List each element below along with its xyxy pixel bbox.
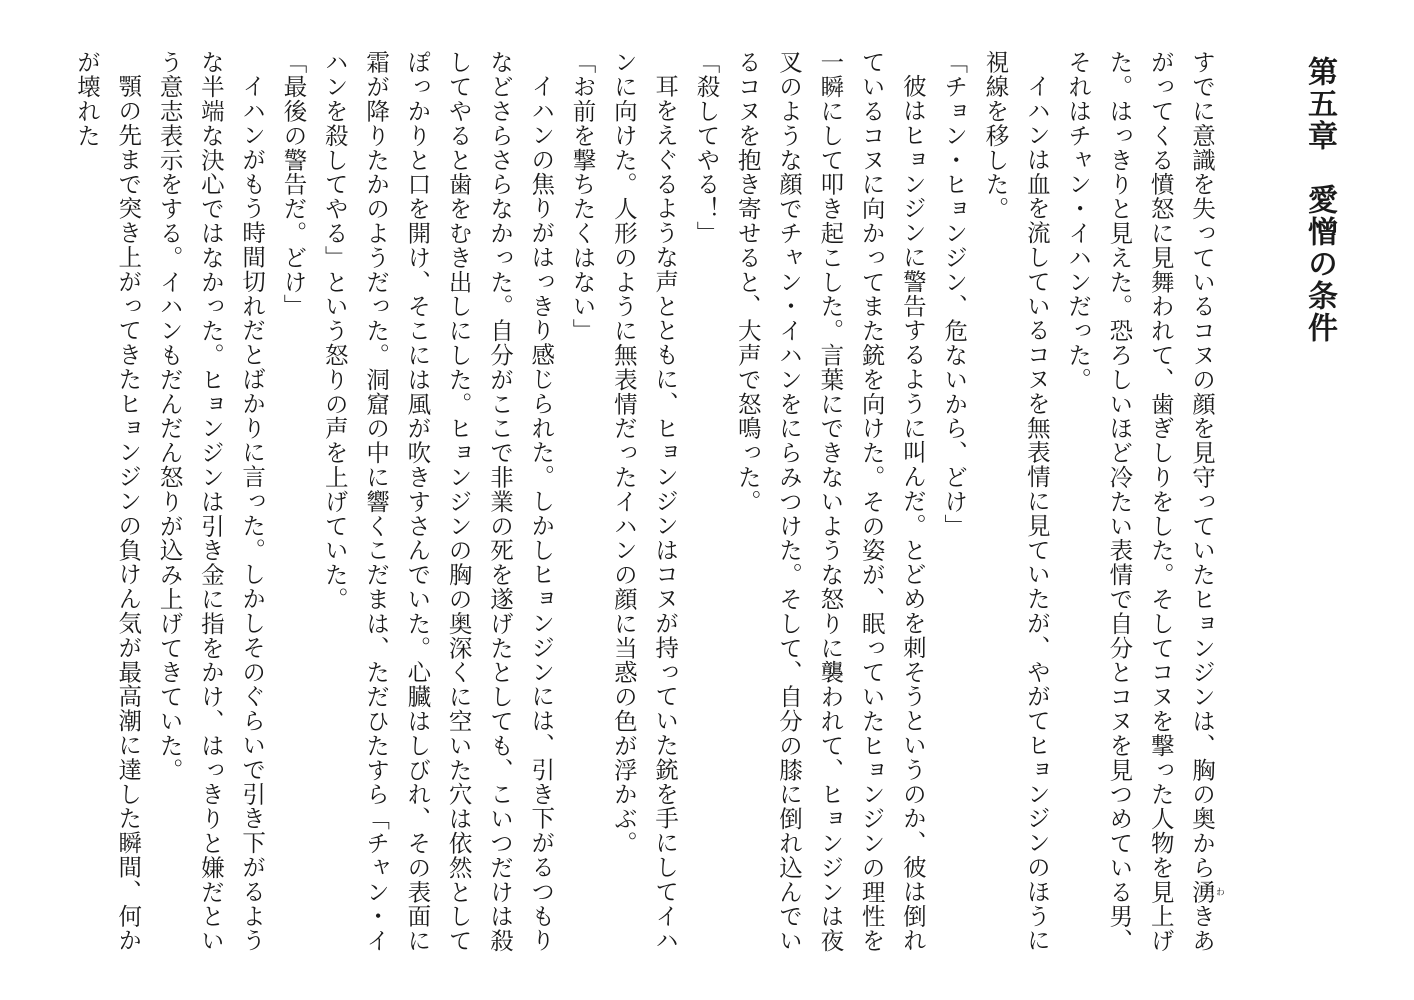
paragraph: 彼はヒョンジンに警告するように叫んだ。とどめを刺そうというのか、彼は倒れているコヌに向かってまた銃を向けた。その姿が、眠っていたヒョンジンの理性を一瞬にして叩き起こした。言葉にできないような怒りに襲われて、ヒョンジンは夜叉のような顔でチャン・イハンをにらみつけた。そして、自分の膝に倒れ込んでいるコヌを抱き寄せると、大声で怒鳴った。: [733, 50, 927, 953]
chapter-title: 第五章 愛憎の条件: [1302, 56, 1337, 344]
paragraph-text-before-ruby: すでに意識を失っているコヌの顔を見守っていたヒョンジンは、胸の奥から: [1188, 50, 1216, 880]
body-text: [66, 50, 1224, 970]
paragraph: イハンがもう時間切れだとばかりに言った。しかしそのぐらいで引き下がるような半端な決心ではなかった。ヒョンジンは引き金に指をかけ、はっきりと嫌だという意志表示をする。イハンもだんだん怒りが込み上げてきていた。: [155, 50, 267, 953]
ruby-annotation: [1188, 879, 1224, 905]
ruby-reading: わ: [1214, 879, 1224, 905]
paragraph: 顎の先まで突き上がってきたヒョンジンの負けん気が最高潮に達した瞬間、何かが壊れた: [72, 50, 143, 952]
paragraph: 「チョン・ヒョンジン、危ないから、どけ」: [940, 50, 969, 538]
paragraph: 「お前を撃ちたくはない」: [568, 50, 597, 343]
paragraph: [1057, 50, 1224, 970]
paragraph: イハンの焦りがはっきり感じられた。しかしヒョンジンには、引き下がるつもりなどさらさらなかった。自分がここで非業の死を遂げたとしても、こいつだけは殺してやると歯をむき出しにした。ヒョンジンの胸の奥深くに空いた穴は依然としてぽっかりと口を開け、そこには風が吹きすさんでいた。心臓はしびれ、その表面に霜が降りたかのようだった。洞窟の中に響くこだまは、ただひたすら「チャン・イハンを殺してやる」という怒りの声を上げていた。: [320, 50, 556, 953]
ruby-base: 湧: [1188, 879, 1216, 905]
paragraph: 耳をえぐるような声とともに、ヒョンジンはコヌが持っていた銃を手にしてイハンに向けた。人形のように無表情だったイハンの顔に当惑の色が浮かぶ。: [609, 50, 680, 952]
paragraph-text-after-ruby: きあがってくる憤怒に見舞われて、歯ぎしりをした。そしてコヌを撃った人物を見上げた。はっきりと見えた。恐ろしいほど冷たい表情で自分とコヌを見つめている男、それはチャン・イハンだった。: [1064, 50, 1216, 953]
paragraph: 「殺してやる！」: [692, 50, 721, 246]
paragraph: イハンは血を流しているコヌを無表情に見ていたが、やがてヒョンジンのほうに視線を移した。: [981, 50, 1051, 952]
paragraph: 「最後の警告だ。どけ」: [279, 50, 308, 319]
